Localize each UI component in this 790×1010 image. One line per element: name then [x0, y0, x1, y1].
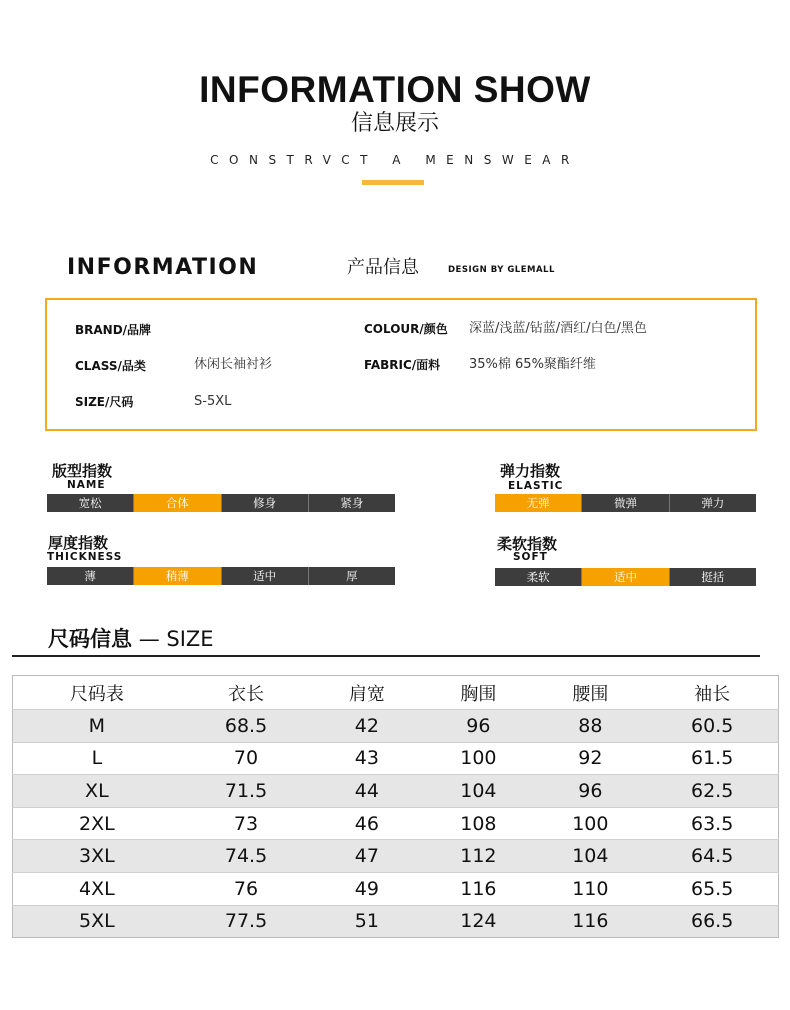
- size-title-sep: —: [138, 627, 160, 651]
- tagline: CONSTRVCT A MENSWEAR: [210, 153, 580, 167]
- table-row: [13, 872, 779, 905]
- brand-label: BRAND/品牌: [75, 323, 152, 337]
- thickness-option: 薄: [47, 567, 134, 585]
- information-heading: INFORMATION: [67, 255, 259, 280]
- table-cell: 96: [534, 775, 646, 808]
- elastic-index-bar: [495, 494, 756, 512]
- column-header: 尺码表: [13, 676, 181, 710]
- table-cell: 88: [534, 710, 646, 743]
- fabric-label: FABRIC/面料: [364, 358, 441, 372]
- table-cell: 116: [422, 872, 534, 905]
- class-value: 休闲长袖衬衫: [194, 357, 273, 372]
- table-row: [13, 710, 779, 743]
- table-cell: 77.5: [181, 905, 312, 938]
- accent-bar: [362, 180, 424, 185]
- page-title: INFORMATION SHOW: [199, 69, 591, 110]
- size-title-en: SIZE: [166, 627, 214, 651]
- table-cell: 92: [534, 742, 646, 775]
- colour-value: 深蓝/浅蓝/钻蓝/酒红/白色/黑色: [469, 321, 647, 336]
- table-cell: 42: [311, 710, 422, 743]
- soft-index-en: SOFT: [513, 551, 548, 563]
- fit-option: 紧身: [309, 494, 395, 512]
- fit-index-en: NAME: [67, 479, 106, 491]
- table-cell: 5XL: [13, 905, 181, 938]
- table-cell: M: [13, 710, 181, 743]
- table-cell: 44: [311, 775, 422, 808]
- size-section-title: [48, 625, 214, 653]
- table-cell: 66.5: [646, 905, 778, 938]
- size-title-cn: 尺码信息: [48, 627, 132, 651]
- column-header: 胸围: [422, 676, 534, 710]
- fit-index-bar: [47, 494, 395, 512]
- table-cell: 76: [181, 872, 312, 905]
- thickness-option: 适中: [222, 567, 309, 585]
- table-cell: 116: [534, 905, 646, 938]
- table-cell: 104: [534, 840, 646, 873]
- soft-option-selected: 适中: [582, 568, 669, 586]
- table-cell: 110: [534, 872, 646, 905]
- table-cell: XL: [13, 775, 181, 808]
- column-header: 衣长: [181, 676, 312, 710]
- thickness-index-title: 厚度指数: [48, 534, 109, 552]
- table-cell: 4XL: [13, 872, 181, 905]
- column-header: 腰围: [534, 676, 646, 710]
- table-cell: 124: [422, 905, 534, 938]
- soft-index-title: 柔软指数: [497, 535, 558, 553]
- thickness-option-selected: 稍薄: [134, 567, 221, 585]
- table-cell: L: [13, 742, 181, 775]
- table-cell: 43: [311, 742, 422, 775]
- size-table: [12, 675, 779, 938]
- table-cell: 60.5: [646, 710, 778, 743]
- table-cell: 71.5: [181, 775, 312, 808]
- fabric-value: 35%棉 65%聚酯纤维: [469, 357, 596, 372]
- fit-option: 宽松: [47, 494, 134, 512]
- table-cell: 100: [534, 807, 646, 840]
- page-subtitle: 信息展示: [350, 111, 439, 136]
- table-cell: 108: [422, 807, 534, 840]
- thickness-option: 厚: [309, 567, 395, 585]
- table-row: [13, 742, 779, 775]
- table-cell: 61.5: [646, 742, 778, 775]
- table-row: [13, 775, 779, 808]
- table-cell: 62.5: [646, 775, 778, 808]
- table-cell: 96: [422, 710, 534, 743]
- table-row: [13, 840, 779, 873]
- table-cell: 112: [422, 840, 534, 873]
- fit-option: 修身: [222, 494, 309, 512]
- elastic-option: 微弹: [582, 494, 669, 512]
- thickness-index-en: THICKNESS: [47, 551, 123, 563]
- size-value: S-5XL: [194, 394, 232, 409]
- design-credit: DESIGN BY GLEMALL: [448, 265, 555, 275]
- column-header: 肩宽: [311, 676, 422, 710]
- table-cell: 2XL: [13, 807, 181, 840]
- table-cell: 64.5: [646, 840, 778, 873]
- fit-option-selected: 合体: [134, 494, 221, 512]
- table-row: [13, 807, 779, 840]
- table-cell: 3XL: [13, 840, 181, 873]
- elastic-option-selected: 无弹: [495, 494, 582, 512]
- table-cell: 70: [181, 742, 312, 775]
- table-cell: 68.5: [181, 710, 312, 743]
- soft-option: 挺括: [670, 568, 756, 586]
- size-section-divider: [12, 655, 760, 657]
- elastic-index-en: ELASTIC: [508, 480, 564, 492]
- size-table-header: [13, 676, 779, 710]
- fit-index-title: 版型指数: [52, 462, 113, 480]
- soft-option: 柔软: [495, 568, 582, 586]
- table-cell: 65.5: [646, 872, 778, 905]
- thickness-index-bar: [47, 567, 395, 585]
- column-header: 袖长: [646, 676, 778, 710]
- table-cell: 46: [311, 807, 422, 840]
- table-cell: 100: [422, 742, 534, 775]
- information-heading-cn: 产品信息: [347, 257, 419, 278]
- soft-index-bar: [495, 568, 756, 586]
- table-cell: 49: [311, 872, 422, 905]
- elastic-index-title: 弹力指数: [500, 462, 561, 480]
- table-cell: 104: [422, 775, 534, 808]
- table-cell: 51: [311, 905, 422, 938]
- table-cell: 74.5: [181, 840, 312, 873]
- table-cell: 63.5: [646, 807, 778, 840]
- elastic-option: 弹力: [670, 494, 756, 512]
- table-cell: 73: [181, 807, 312, 840]
- class-label: CLASS/品类: [75, 359, 146, 373]
- table-cell: 47: [311, 840, 422, 873]
- size-label: SIZE/尺码: [75, 395, 134, 409]
- table-row: [13, 905, 779, 938]
- colour-label: COLOUR/颜色: [364, 322, 448, 336]
